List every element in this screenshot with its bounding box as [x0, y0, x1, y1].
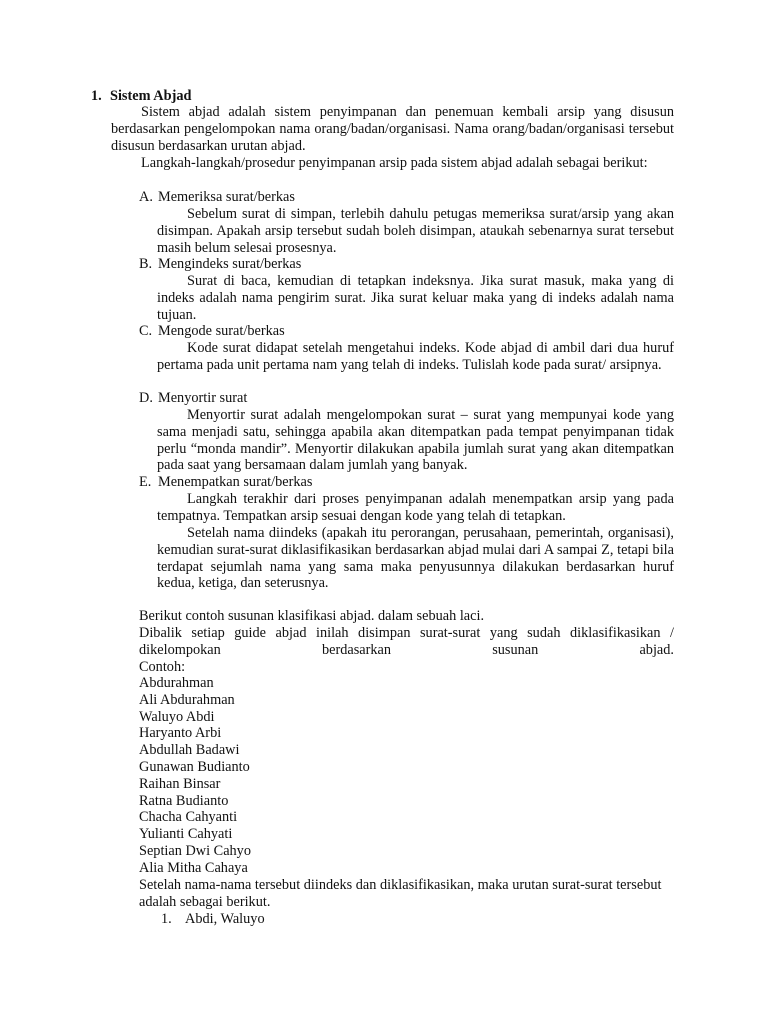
example-line-1: Berikut contoh susunan klasifikasi abjad. dalam sebuah laci. — [139, 608, 485, 624]
list-item: Haryanto Arbi — [139, 725, 222, 742]
example-after-text: Setelah nama-nama tersebut diindeks dan diklasifikasikan, maka urutan surat-surat tersebut adalah sebagai berikut. — [139, 877, 662, 910]
list-item: Septian Dwi Cahyo — [139, 842, 251, 859]
example-line-2: Dibalik setiap guide abjad inilah disimpan surat-surat yang sudah diklasifikasikan / dikelompokan berdasarkan susunan abjad. — [139, 625, 674, 658]
step-b-heading — [139, 256, 301, 273]
step-d-heading — [139, 390, 247, 407]
step-text-2: Setelah nama diindeks (apakah itu perorangan, perusahaan, pemerintah, organisasi), kemudian surat-surat diklasifikasikan berdasarkan abjad mulai dari A sampai Z, tetapi bila terdapat sejumlah nama yang sama maka penyusunnya dilakukan berdasarkan huruf kedua, ketiga, dan seterusnya. — [157, 525, 674, 592]
list-item: Gunawan Budianto — [139, 758, 250, 775]
step-text: Sebelum surat di simpan, terlebih dahulu petugas memeriksa surat/arsip yang akan disimpan. Apakah arsip tersebut sudah boleh disimpan, ataukah sebenarnya surat tersebut masih belum selesai prosesnya. — [157, 206, 674, 256]
step-e-body — [157, 491, 674, 525]
ordered-list-item — [161, 911, 265, 928]
example-intro — [139, 608, 674, 625]
list-item: Chacha Cahyanti — [139, 809, 238, 826]
step-title: Mengindeks surat/berkas — [158, 256, 302, 272]
step-c-heading — [139, 323, 285, 340]
step-letter: C. — [139, 323, 153, 339]
intro-paragraph-2-block — [111, 155, 674, 172]
example-label-text: Contoh: — [139, 659, 186, 675]
step-e-heading — [139, 474, 312, 491]
list-item: Abdullah Badawi — [139, 742, 240, 759]
list-item: Waluyo Abdi — [139, 708, 215, 725]
step-c-body — [157, 340, 674, 374]
step-text: Kode surat didapat setelah mengetahui indeks. Kode abjad di ambil dari dua huruf pertama pada unit pertama nam yang telah di indeks. Tulislah kode pada surat/ arsipnya. — [157, 340, 674, 373]
section-title: Sistem Abjad — [110, 88, 192, 104]
step-title: Memeriksa surat/berkas — [158, 189, 295, 205]
list-item: Yulianti Cahyati — [139, 826, 233, 843]
names-list — [139, 675, 251, 877]
ordered-text: Abdi, Waluyo — [185, 911, 265, 927]
list-item: Ali Abdurahman — [139, 691, 235, 708]
step-title: Menempatkan surat/berkas — [158, 474, 313, 490]
step-text: Menyortir surat adalah mengelompokan surat – surat yang mempunyai kode yang sama menjadi satu, sehingga apabila akan ditempatkan pada tempat penyimpanan tidak perlu “monda mandir”. Menyortir dilakukan apabila jumlah surat yang akan ditempatkan pada saat yang bersamaan dalam jumlah yang banyak. — [157, 407, 674, 474]
step-text: Surat di baca, kemudian di tetapkan indeksnya. Jika surat masuk, maka yang di indeks adalah nama pengirim surat. Jika surat keluar maka yang di indeks adalah nama tujuan. — [157, 273, 674, 323]
step-d-body — [157, 407, 674, 474]
section-heading — [91, 88, 191, 105]
list-item: Raihan Binsar — [139, 775, 221, 792]
intro-paragraph-1-block — [111, 104, 674, 154]
ordered-number: 1. — [161, 911, 172, 927]
intro-paragraph-1: Sistem abjad adalah sistem penyimpanan dan penemuan kembali arsip yang disusun berdasarkan pengelompokan nama orang/badan/organisasi. Nama orang/badan/organisasi tersebut disusun berdasarkan urutan abjad. — [111, 104, 674, 154]
step-letter: D. — [139, 390, 153, 406]
step-letter: B. — [139, 256, 153, 272]
step-letter: E. — [139, 474, 152, 490]
step-a-body — [157, 206, 674, 256]
step-text: Langkah terakhir dari proses penyimpanan adalah menempatkan arsip yang pada tempatnya. Tempatkan arsip sesuai dengan kode yang telah di tetapkan. — [157, 491, 674, 524]
list-item: Alia Mitha Cahaya — [139, 859, 248, 876]
step-letter: A. — [139, 189, 153, 205]
step-e-body-2 — [157, 525, 674, 592]
step-title: Mengode surat/berkas — [158, 323, 285, 339]
list-item: Abdurahman — [139, 675, 214, 691]
example-after — [139, 877, 674, 911]
step-a-heading — [139, 189, 295, 206]
intro-paragraph-2: Langkah-langkah/prosedur penyimpanan arsip pada sistem abjad adalah sebagai berikut: — [141, 155, 648, 171]
section-number: 1. — [91, 88, 102, 104]
example-description — [139, 625, 674, 659]
step-b-body — [157, 273, 674, 323]
example-label — [139, 659, 674, 676]
step-title: Menyortir surat — [158, 390, 248, 406]
list-item: Ratna Budianto — [139, 792, 229, 809]
